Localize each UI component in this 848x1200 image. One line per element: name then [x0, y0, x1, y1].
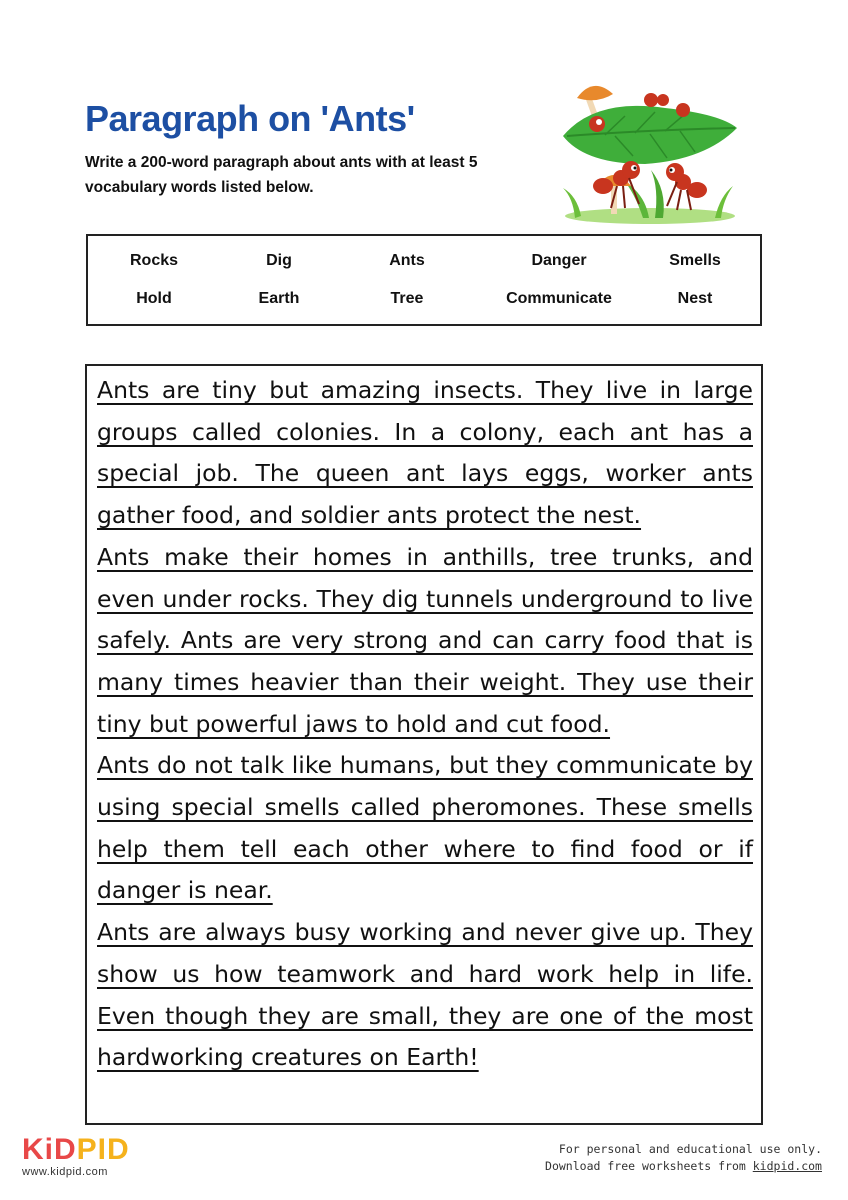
vocab-word: Ants	[389, 252, 425, 269]
vocab-word: Hold	[136, 290, 172, 307]
paragraph-4: Ants are always busy working and never give up. They show us how teamwork and hard work help in life. Even though they are small, they are one of the most hardworking creatures on Earth!	[97, 918, 753, 1072]
ants-under-leaf-illustration	[555, 78, 740, 226]
paragraph-1: Ants are tiny but amazing insects. They live in large groups called colonies. In a colony, each ant has a special job. The queen ant lays eggs, worker ants gather food, and soldier ants protect the nest.	[97, 376, 753, 530]
vocabulary-box	[86, 234, 762, 326]
footer-line-2	[545, 1158, 822, 1175]
vocabulary-row	[88, 252, 760, 272]
paragraph-text	[97, 370, 753, 1079]
paragraph-box	[85, 364, 763, 1125]
instructions-text: Write a 200-word paragraph about ants with at least 5 vocabulary words listed below.	[85, 154, 478, 196]
vocab-word: Smells	[669, 252, 721, 269]
footer-line-1: For personal and educational use only.	[558, 1142, 822, 1156]
footer-link[interactable]: kidpid.com	[752, 1159, 822, 1173]
vocab-word: Danger	[531, 252, 587, 269]
vocabulary-row	[88, 290, 760, 310]
footer-prefix: Download free worksheets from	[545, 1159, 753, 1173]
vocab-word: Earth	[258, 290, 300, 307]
logo-url: www.kidpid.com	[22, 1166, 108, 1178]
logo-kid-text: KiD	[22, 1133, 77, 1166]
footer-note	[545, 1141, 822, 1175]
vocab-word: Communicate	[506, 290, 612, 307]
page-title: Paragraph on 'Ants'	[85, 98, 415, 139]
vocab-word: Dig	[266, 252, 292, 269]
paragraph-3: Ants do not talk like humans, but they communicate by using special smells called pheromones. These smells help them tell each other where to find food or if danger is near.	[97, 751, 753, 905]
paragraph-2: Ants make their homes in anthills, tree trunks, and even under rocks. They dig tunnels underground to live safely. Ants are very strong and can carry food that is many times heavier than their weight. They use their tiny but powerful jaws to hold and cut food.	[97, 542, 753, 738]
logo-pid-text: PID	[76, 1133, 130, 1166]
kidpid-logo[interactable]	[22, 1134, 130, 1178]
vocab-word: Nest	[677, 290, 713, 307]
vocab-word: Tree	[390, 290, 424, 307]
vocab-word: Rocks	[129, 252, 179, 269]
